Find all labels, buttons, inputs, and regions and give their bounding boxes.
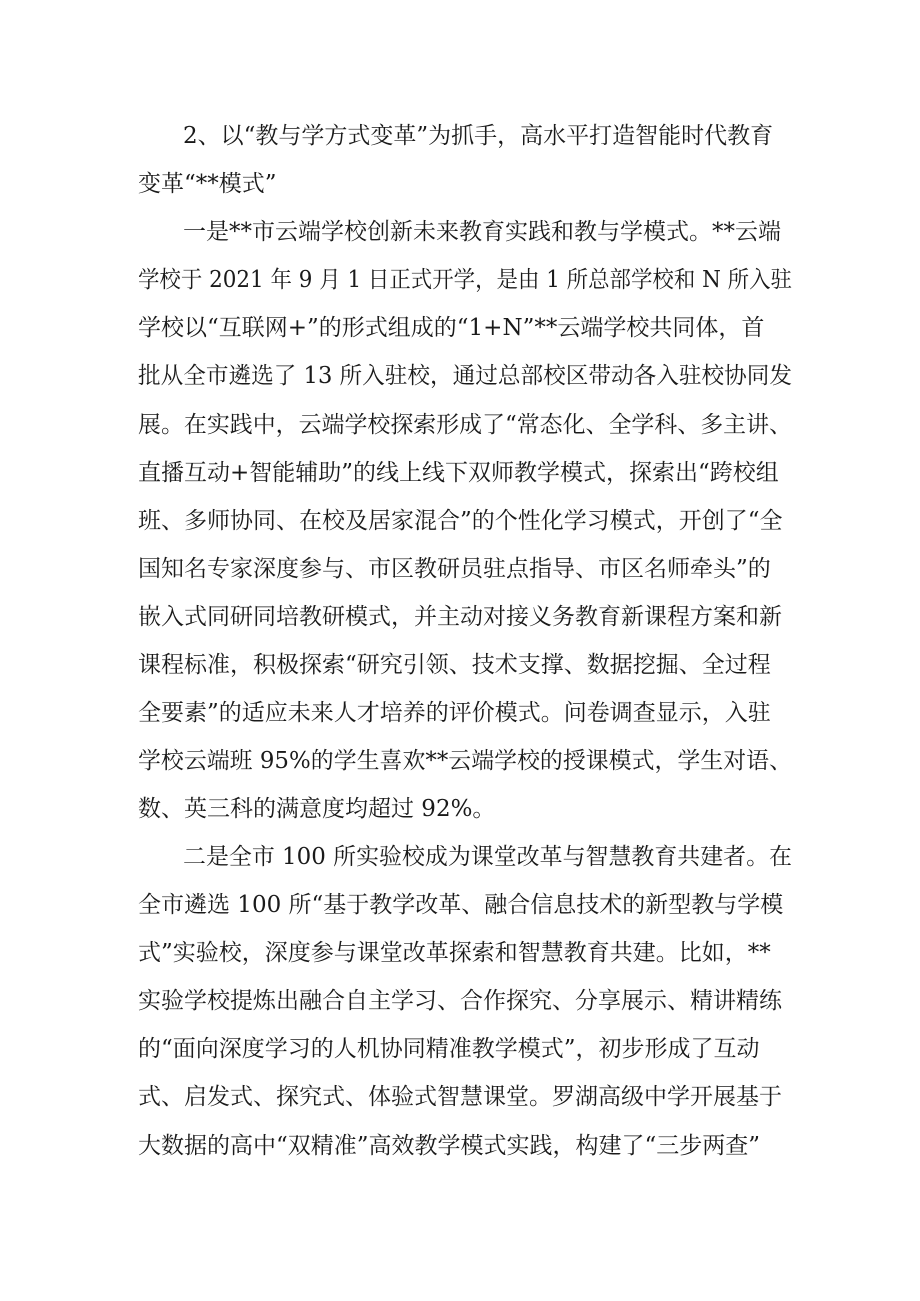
text-line (0, 789, 920, 829)
text-line (0, 837, 920, 877)
text-line-content: 变革“**模式” (138, 171, 277, 197)
text-line-content: 式、启发式、探究式、体验式智慧课堂。罗湖高级中学开展基于 (138, 1084, 782, 1110)
text-line (0, 164, 920, 204)
text-line (0, 693, 920, 733)
text-line-content: 展。在实践中，云端学校探索形成了“常态化、全学科、多主讲、 (138, 412, 792, 438)
text-line (0, 741, 920, 781)
text-line (0, 933, 920, 973)
text-line (0, 308, 920, 348)
text-line-content: 全要素”的适应未来人才培养的评价模式。问卷调查显示，入驻 (138, 700, 771, 726)
text-line-content: 学校于 2021 年 9 月 1 日正式开学，是由 1 所总部学校和 N 所入驻 (138, 267, 792, 293)
text-line-content: 批从全市遴选了 13 所入驻校，通过总部校区带动各入驻校协同发 (138, 363, 792, 389)
text-line-content: 学校以“互联网+”的形式组成的“1+N”**云端学校共同体，首 (138, 315, 765, 341)
text-line-content: 学校云端班 95%的学生喜欢**云端学校的授课模式，学生对语、 (138, 748, 792, 774)
text-line (0, 1029, 920, 1069)
text-line-content: 二是全市 100 所实验校成为课堂改革与智慧教育共建者。在 (183, 844, 792, 870)
text-line (0, 1126, 920, 1166)
text-line-content: 2、以“教与学方式变革”为抓手，高水平打造智能时代教育 (183, 123, 774, 149)
text-line-content: 的“面向深度学习的人机协同精准教学模式”，初步形成了互动 (138, 1036, 760, 1062)
text-line (0, 260, 920, 300)
text-line (0, 405, 920, 445)
text-line (0, 549, 920, 589)
text-line (0, 356, 920, 396)
text-line-content: 国知名专家深度参与、市区教研员驻点指导、市区名师牵头”的 (138, 556, 771, 582)
text-line-content: 课程标准，积极探索“研究引领、技术支撑、数据挖掘、全过程 (138, 652, 771, 678)
text-line-content: 嵌入式同研同培教研模式，并主动对接义务教育新课程方案和新 (138, 604, 782, 630)
text-line (0, 116, 920, 156)
text-line-content: 班、多师协同、在校及居家混合”的个性化学习模式，开创了“全 (138, 508, 783, 534)
text-line-content: 式”实验校，深度参与课堂改革探索和智慧教育共建。比如，** (138, 940, 771, 966)
text-line-content: 实验学校提炼出融合自主学习、合作探究、分享展示、精讲精练 (138, 988, 782, 1014)
text-line-content: 大数据的高中“双精准”高效教学模式实践，构建了“三步两查” (138, 1133, 761, 1159)
text-line (0, 885, 920, 925)
text-line-content: 一是**市云端学校创新未来教育实践和教与学模式。**云端 (183, 219, 781, 245)
text-line (0, 645, 920, 685)
text-line (0, 212, 920, 252)
text-line-content: 全市遴选 100 所“基于教学改革、融合信息技术的新型教与学模 (138, 892, 784, 918)
text-line (0, 1077, 920, 1117)
text-line (0, 453, 920, 493)
text-line-content: 直播互动+智能辅助”的线上线下双师教学模式，探索出“跨校组 (138, 460, 779, 486)
text-line (0, 981, 920, 1021)
text-line (0, 501, 920, 541)
text-line (0, 597, 920, 637)
text-line-content: 数、英三科的满意度均超过 92%。 (138, 796, 496, 822)
